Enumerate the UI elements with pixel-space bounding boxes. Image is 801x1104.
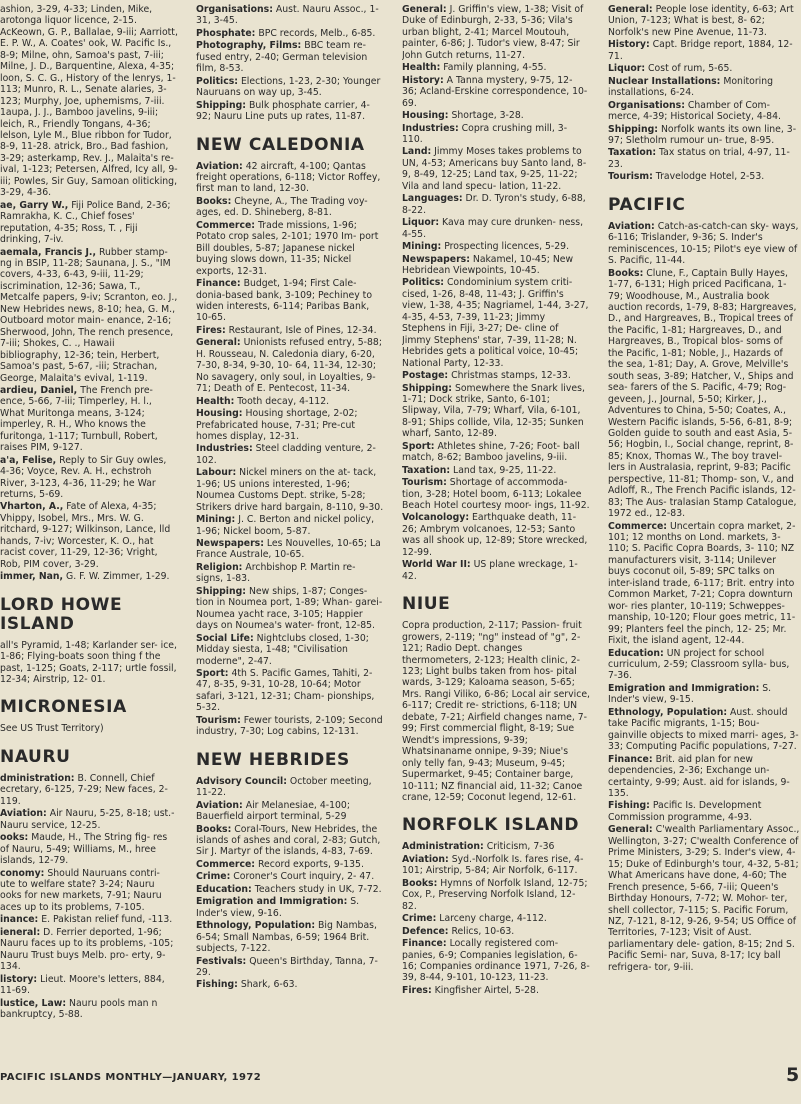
index-entry: [196, 800, 384, 823]
entry-label: Industries:: [196, 443, 253, 455]
index-entry: [608, 171, 800, 182]
entry-label: Finance:: [196, 278, 241, 290]
entry-text: Fiji Police Band, 2-36; Ramrakha, K. C., Chief foses' reputation, 4-35; Ross, T. , Fiji drinking, 7-iv.: [0, 199, 171, 246]
entry-label: Volcanology:: [402, 512, 470, 524]
entry-label: Commerce:: [196, 858, 256, 870]
entry-label: Aviation:: [402, 853, 449, 865]
entry-text: Rubber stamp- ng in BSIP, 11-28; Saunana, J. S., "IM covers, 4-33, 6-43, 9-iii, 11-29; iscrimination, 12-36; Sawa, T., Metcalfe papers, 9-iv; Scranton, eo. J., New Hebrides news, 8-10; hea, G. M., Outboard motor main- enance, 2-16; Sherwood, John, The rench presence, 7-iii; Shokes, C. ., Hawaii bibliography, 12-36; tein, Herbert, Samoa's past, 5-67, -iii; Strachan, George, Malaita's evival, 1-119.: [0, 246, 178, 384]
index-entry: [196, 100, 384, 123]
entry-text: D. Ferrier deported, 1-96; Nauru faces up to its problems, -105; Nauru Trust buys Melb. pro- erty, 9-134.: [0, 926, 174, 973]
entry-label: Politics:: [196, 75, 238, 87]
entry-label: General:: [608, 4, 653, 15]
entry-text: The French pre- ence, 5-66, 7-iii; Timperley, H. l., What Muritonga means, 3-124; imperley, R. H., Who knows the furitonga, 1-117; Turnbull, Robert, raises PIM, 9-127.: [0, 384, 158, 454]
entry-text: Air Melanesiae, 4-100; Bauerfield airport terminal, 5-29: [196, 799, 350, 823]
entry-text: Nickel miners on the at- tack, 1-96; US unions interested, 1-96; Noumea Customs Dept. strike, 5-28; Strikers drive hard bargain, 8-110, 9-30.: [196, 467, 384, 513]
index-entry: [196, 337, 384, 394]
entry-text: BPC records, Melb., 6-85.: [258, 27, 376, 39]
entry-text: Kava may cure drunken- ness, 4-55.: [402, 217, 584, 240]
index-entry: [402, 559, 590, 582]
entry-label: Finance:: [608, 753, 653, 765]
index-entry: [196, 871, 384, 882]
entry-text: Steel cladding venture, 2-102.: [196, 443, 376, 466]
index-entry: [608, 521, 800, 647]
entry-label: Phosphate:: [196, 27, 256, 39]
entry-label: Fires:: [196, 324, 226, 336]
index-entry: [196, 40, 384, 74]
index-entry: [608, 124, 800, 147]
index-entry: [608, 100, 800, 123]
index-column-2: [196, 4, 384, 1054]
entry-label: ieneral:: [0, 926, 41, 938]
entry-label: General:: [402, 4, 447, 15]
entry-text: ashion, 3-29, 4-33; Linden, Mike, arotonga liquor licence, 2-15. AcKeown, G. P., Ballalae, 9-iii; Aarriott, E. P. W., A. Coates' ook, W. Pacific Is., 8-9; Milne, ohn, Samoa's past, 7-iii; Milne, J. D., Barquentine, Alexa, 4-35; loon, S. C. G., History of the lenrys, 1-113; Munro, R. L., Senate alaries, 3-123; Murphy, Joe, uphemisms, 7-iii. 1aupa, J. J., Bamboo javelins, 9-iii; leich, R., Friendly Tongans, 4-36; lelson, Lyle M., Blue ribbon for Tudor, 8-9, 11-28. atrick, Bro., Bad fashion, 3-29; asterkamp, Rev. J., Malaita's re- ival, 1-123; Petersen, Alfred, Icy all, 9-iii; Powles, Sir Guy, Samoan oliticking, 3-29, 4-36.: [0, 4, 178, 199]
entry-text: G. F. W. Zimmer, 1-29.: [66, 571, 170, 583]
entry-text: Copra production, 2-117; Passion- fruit growers, 2-119; "ng" instead of "g", 2-121; Radio Dept. changes thermometers, 2-123; Health clinic, 2-123; Light bulbs taken from hos- pital wards, 3-129; Kaloama season, 5-65; Mrs. Rangi Viliko, 6-86; Local air service, 6-117; Credit re- strictions, 6-118; UN debate, 7-21; Airfield changes name, 7-99; First commercial flight, 8-19; Sue Wendt's impressions, 9-39; Whatsinaname onnipe, 9-39; Niue's only telly fan, 9-43; Museum, 9-45; Supermarket, 9-45; Container barge, 10-111; NZ financial aid, 11-32; Canoe crane, 12-59; Coconut legend, 12-61.: [402, 620, 590, 803]
entry-label: ardieu, Daniel,: [0, 384, 78, 396]
entry-text: Cost of rum, 5-65.: [648, 63, 733, 75]
index-entry: [196, 956, 384, 979]
index-entry: [402, 985, 590, 996]
index-entry: [0, 200, 178, 246]
entry-label: Crime:: [402, 913, 437, 925]
entry-text: Fewer tourists, 2-109; Second industry, 7-30; Log cabins, 12-131.: [196, 714, 383, 738]
index-entry: [608, 4, 800, 38]
entry-label: immer, Nan,: [0, 571, 64, 583]
entry-label: Books:: [608, 267, 644, 279]
index-entry: [402, 477, 590, 511]
entry-text: Earthquake death, 11- 26; Ambrym volcanoes, 12-53; Santo was all shook up, 12-89; Store wrecked, 12-99.: [402, 512, 588, 558]
entry-text: Reply to Sir Guy owles, 4-36; Voyce, Rev. A. H., echstroh River, 3-123, 4-36, 11-29; he War returns, 5-69.: [0, 454, 167, 501]
section-heading: NIUE: [402, 594, 451, 615]
entry-label: ooks:: [0, 832, 29, 844]
entry-text: 4th S. Pacific Games, Tahiti, 2-47, 8-35, 9-31, 10-28, 10-64; Motor safari, 3-121, 12-31; Cham- pionships, 5-32.: [196, 668, 375, 714]
entry-text: Coroner's Court inquiry, 2- 47.: [233, 871, 375, 883]
entry-text: Uncertain copra market, 2-101; 12 months on Lond. markets, 3-110; S. Pacific Copra Boards, 3- 110; NZ manufacturers visit, 3-114; Unilever buys coconut oil, 5-89; SPC talks on inter-island trade, 6-117; Brit. entry into Common Market, 7-21; Copra downturn wor- ries planter, 10-119; Schweppes- manship, 10-120; Flour goes metric, 11-99; Planters feel the pinch, 12- 25; Mr. Fixit, the island agent, 12-44.: [608, 520, 796, 647]
index-entry: [402, 110, 590, 121]
entry-label: General:: [196, 337, 241, 349]
index-entry: [402, 254, 590, 277]
entry-text: BBC team re- fused entry, 2-40; German television film, 8-53.: [196, 40, 368, 75]
index-entry: [196, 979, 384, 990]
entry-text: Bulk phosphate carrier, 4-92; Nauru Line puts up rates, 11-87.: [196, 99, 370, 123]
entry-label: Mining:: [402, 241, 442, 253]
entry-text: Fate of Alexa, 4-35; Vhippy, Isobel, Mrs., Mrs. W. G. ritchard, 9-127; Wilkinson, Lance, lld hands, 7-iv; Worcester, K. O., hat racist cover, 11-29, 12-36; Vright, Rob, PIM cover, 3-29.: [0, 501, 171, 570]
entry-label: Nuclear Installations:: [608, 75, 721, 87]
entry-text: Syd.-Norfolk Is. fares rise, 4-101; Airstrip, 5-84; Air Norfolk, 6-117.: [402, 853, 584, 877]
entry-label: Aviation:: [196, 160, 243, 172]
entry-text: S. Inder's view, 9-15.: [608, 682, 772, 706]
index-entry: [402, 913, 590, 924]
index-entry: [608, 39, 800, 62]
index-entry: [0, 927, 178, 973]
entry-text: Teachers study in UK, 7-72.: [254, 883, 382, 895]
entry-text: S. Inder's view, 9-16.: [196, 896, 360, 919]
entry-text: Athletes shine, 7-26; Foot- ball match, 8-62; Bamboo javelins, 9-iii.: [402, 440, 580, 464]
index-entry: [402, 241, 590, 252]
entry-text: New ships, 1-87; Conges- tion in Noumea port, 1-89; Whan- garei-Noumea yacht race, 3-105; Happier days on Noumea's water- front, 12-85.: [196, 585, 383, 632]
entry-label: Tourism:: [608, 171, 653, 183]
entry-label: dministration:: [0, 772, 75, 784]
index-entry: [402, 277, 590, 369]
index-entry: [0, 4, 178, 199]
entry-text: Record exports, 9-135.: [257, 858, 364, 870]
entry-text: Condominium system criti- cised, 1-26, 8-48, 11-43; J. Griffin's view, 1-38, 4-35; Nagriamel, 1-44, 3-27, 4-35, 4-53, 7-39, 11-23; Jimmy Stephens in Fiji, 3-27; De- cline of Jimmy Stephens' star, 7-39, 11-28; N. Hebrides gets a political voice, 10-45; National Party, 12-33.: [402, 277, 589, 369]
entry-label: Defence:: [402, 925, 449, 937]
entry-label: Education:: [196, 883, 252, 895]
entry-label: Health:: [196, 395, 235, 407]
entry-text: Nakamel, 10-45; New Hebridean Viewpoints, 10-45.: [402, 253, 574, 276]
entry-label: conomy:: [0, 867, 45, 879]
entry-text: J. Griffin's view, 1-38; Visit of Duke of Edinburgh, 2-33, 5-36; Vila's urban blight, 2-41; Marcel Moutouh, painter, 6-86; J. Tudor's view, 8-47; Sir John Gutch returns, 11-27.: [402, 4, 584, 61]
index-entry: [196, 28, 384, 39]
entry-label: Organisations:: [196, 4, 273, 15]
entry-text: Tax status on trial, 4-97, 11-23.: [608, 147, 790, 170]
entry-label: Religion:: [196, 561, 243, 573]
entry-text: Larceny charge, 4-112.: [439, 913, 547, 925]
entry-label: Politics:: [402, 277, 444, 289]
entry-label: Shipping:: [402, 382, 452, 394]
entry-label: World War II:: [402, 559, 471, 571]
entry-label: lustice, Law:: [0, 997, 67, 1009]
entry-label: Sport:: [196, 668, 229, 680]
entry-label: Health:: [402, 62, 441, 74]
entry-label: a'a, Felise,: [0, 454, 57, 466]
entry-text: Locally registered com- panies, 6-9; Companies legislation, 6-16; Companies ordinance 1971, 7-26, 8-39, 8-44, 9-101, 10-123, 11-23.: [402, 938, 590, 984]
index-entry: [402, 75, 590, 109]
entry-label: Administration:: [402, 841, 484, 853]
index-entry: [0, 723, 178, 734]
index-entry: [608, 824, 800, 973]
index-entry: [402, 62, 590, 73]
entry-label: Ethnology, Population:: [608, 706, 728, 718]
index-entry: [196, 325, 384, 336]
index-entry: [608, 63, 800, 74]
entry-text: Jimmy Moses takes problems to UN, 4-53; Americans buy Santo land, 8-9, 8-49, 12-25; Land tax, 9-25, 11-22; Vila and land specu- lation, 11-22.: [402, 146, 587, 192]
entry-text: October meeting, 11-22.: [196, 775, 372, 799]
entry-text: Dr. D. Tyron's study, 6-88, 8-22.: [402, 193, 586, 216]
index-entry: [402, 926, 590, 937]
entry-text: Unionists refused entry, 5-88; H. Rousseau, N. Caledonia diary, 6-20, 7-30, 8-34, 9-30, 10- 64, 11-34, 12-30; No savagery, only soul, in Loyalties, 9-71; Death of E. Pentecost, 11-34.: [196, 337, 382, 395]
index-entry: [196, 161, 384, 195]
section-heading: LORD HOWE ISLAND: [0, 594, 123, 634]
entry-label: Vharton, A.,: [0, 501, 64, 513]
entry-label: Shipping:: [196, 99, 246, 111]
entry-label: Shipping:: [608, 123, 658, 135]
entry-label: Newspapers:: [196, 538, 264, 550]
entry-label: aemala, Francis J.,: [0, 246, 96, 258]
entry-text: Tooth decay, 4-112.: [237, 395, 330, 407]
entry-label: Aviation:: [0, 808, 47, 820]
entry-label: Advisory Council:: [196, 775, 287, 787]
index-entry: [196, 824, 384, 858]
entry-text: Family planning, 4-55.: [443, 62, 547, 74]
entry-text: Shortage of accommoda- tion, 3-28; Hotel boom, 6-113; Lokalee Beach Hotel courtesy moor- ings, 11-92.: [402, 477, 590, 512]
index-column-3: [402, 4, 590, 1054]
index-entry: [196, 884, 384, 895]
index-entry: [608, 147, 800, 170]
entry-text: Catch-as-catch-can sky- ways, 6-116; Trislander, 9-36; S. Inder's reminiscences, 10-15; Pilot's eye view of S. Pacific, 11-44.: [608, 220, 799, 267]
entry-text: People lose identity, 6-63; Art Union, 7-123; What is best, 8- 62; Norfolk's new Pine Avenue, 11-73.: [608, 4, 794, 38]
entry-label: Shipping:: [196, 585, 246, 597]
entry-label: Emigration and Immigration:: [196, 896, 348, 908]
index-entry: [196, 633, 384, 667]
index-entry: [196, 562, 384, 585]
index-entry: [0, 385, 178, 454]
entry-label: Tourism:: [402, 477, 447, 489]
entry-text: A Tanna mystery, 9-75, 12- 36; Acland-Erskine correspondence, 10-69.: [402, 74, 588, 109]
entry-text: Trade missions, 1-96; Potato crop sales, 2-101; 1970 Im- port Bill doubles, 5-87; Japanese nickel buying slows down, 11-35; Nickel exports, 12-31.: [196, 219, 379, 277]
index-entry: [608, 800, 800, 823]
entry-text: Air Nauru, 5-25, 8-18; ust.-Nauru service, 12-25.: [0, 808, 175, 831]
index-entry: [608, 707, 800, 753]
entry-label: Postage:: [402, 370, 449, 382]
index-entry: [608, 683, 800, 706]
page-number: 5: [786, 1064, 800, 1086]
entry-text: J. C. Berton and nickel policy, 1-96; Nickel boom, 5-87.: [196, 514, 375, 537]
entry-label: listory:: [0, 973, 38, 985]
index-entry: [402, 146, 590, 192]
entry-label: Books:: [196, 823, 232, 835]
entry-label: Newspapers:: [402, 253, 470, 265]
index-entry: [0, 974, 178, 997]
index-entry: [402, 938, 590, 984]
entry-text: US plane wreckage, 1-42.: [402, 559, 578, 582]
index-entry: [196, 220, 384, 277]
index-entry: [196, 4, 384, 27]
section-heading: MICRONESIA: [0, 697, 127, 718]
index-entry: [402, 217, 590, 240]
entry-text: Housing shortage, 2-02; Prefabricated house, 7-31; Pre-cut homes display, 12-31.: [196, 408, 358, 442]
index-entry: [402, 620, 590, 803]
index-entry: [402, 441, 590, 464]
section-heading: NORFOLK ISLAND: [402, 815, 580, 836]
index-entry: [402, 193, 590, 216]
entry-text: Somewhere the Snark lives, 1-71; Dock strike, Santo, 6-101; Slipway, Vila, 7-79; Wharf, Vila, 6-101, 8-91; Ships collide, Vila, 12-35; Sunken wharf, Santo, 12-89.: [402, 382, 585, 440]
index-entry: [196, 443, 384, 466]
index-entry: [0, 808, 178, 831]
entry-text: C'wealth Parliamentary Assoc., Wellington, 3-27; C'wealth Conference of Prime Ministers, 3-29; S. Inder's view, 4-15; Duke of Edinburgh's tour, 4-32, 5-81; What Americans have done, 4-60; The French presence, 5-66, 7-iii; Queen's Birthday Honours, 7-72; W. Mohor- ter, shell collector, 7-115; S. Pacific Forum, NZ, 7-121, 8-12, 9-26, 9-54; US Office of Territories, 7-123; Visit of Aust. parliamentary dele- gation, 8-15; 2nd S. Pacific Semi- nar, Suva, 8-17; Icy ball refrigera- tor, 9-iii.: [608, 824, 800, 973]
entry-label: Mining:: [196, 514, 236, 526]
entry-label: Aviation:: [196, 799, 243, 811]
entry-label: Photography, Films:: [196, 40, 302, 52]
index-entry: [402, 370, 590, 381]
index-entry: [608, 648, 800, 682]
entry-label: Organisations:: [608, 99, 685, 111]
entry-label: Land:: [402, 146, 432, 158]
entry-label: Ethnology, Population:: [196, 920, 316, 932]
entry-text: Les Nouvelles, 10-65; La France Australe, 10-65.: [196, 538, 381, 561]
entry-text: Christmas stamps, 12-33.: [451, 370, 571, 382]
index-entry: [196, 896, 384, 919]
index-entry: [0, 832, 178, 866]
index-entry: [402, 123, 590, 146]
entry-label: Labour:: [196, 467, 237, 479]
entry-text: Nauru pools man n bankruptcy, 5-88.: [0, 997, 158, 1020]
index-entry: [196, 278, 384, 324]
entry-text: Aust. should take Pacific migrants, 1-15; Bou- gainville objects to mixed marri- ages, 3-33; Computing Pacific populations, 7-27.: [608, 706, 799, 753]
entry-label: Housing:: [402, 110, 449, 122]
entry-text: Brit. aid plan for new dependencies, 2-36; Exchange un- certainty, 9-99; Aust. aid for islands, 9-135.: [608, 753, 790, 799]
entry-text: Chamber of Com- merce, 4-39; Historical Society, 4-84.: [608, 99, 781, 123]
index-entry: [0, 640, 178, 686]
entry-text: Copra crushing mill, 3- 110.: [402, 122, 568, 145]
entry-label: Liquor:: [402, 217, 440, 229]
index-entry: [402, 512, 590, 558]
running-footer: PACIFIC ISLANDS MONTHLY—JANUARY, 1972: [0, 1072, 262, 1083]
index-entry: [402, 4, 590, 61]
entry-label: Fires:: [402, 984, 432, 996]
entry-text: Queen's Birthday, Tanna, 7-29.: [196, 955, 378, 978]
entry-text: Budget, 1-94; First Cale- donia-based bank, 3-109; Pechiney to widen interests, 6-114; Paribas Bank, 10-65.: [196, 278, 373, 324]
entry-text: Should Nauruans contri- ute to welfare state? 3-24; Nauru ooks for new markets, 7-91; Nauru aces up to its problems, 7-105.: [0, 867, 162, 913]
index-entry: [196, 586, 384, 632]
entry-text: Relics, 10-63.: [451, 925, 515, 937]
entry-text: Maude, H., The String fig- res of Nauru, 5-49; Williams, M., hree islands, 12-79.: [0, 832, 168, 867]
entry-label: History:: [608, 39, 650, 51]
entry-text: Capt. Bridge report, 1884, 12-71.: [608, 39, 793, 62]
entry-text: B. Connell, Chief ecretary, 6-125, 7-29; New faces, 2-119.: [0, 772, 168, 807]
index-entry: [0, 868, 178, 914]
index-entry: [0, 773, 178, 807]
entry-text: Hymns of Norfolk Island, 12-75; Cox, P., Preserving Norfolk Island, 12-82.: [402, 877, 588, 912]
entry-label: Tourism:: [196, 714, 241, 726]
index-entry: [608, 221, 800, 267]
entry-label: Liquor:: [608, 63, 646, 75]
index-entry: [0, 998, 178, 1021]
entry-text: Big Nambas, 6-54; Small Nambas, 6-59; 1964 Brit. subjects, 7-122.: [196, 920, 377, 955]
entry-text: E. Pakistan relief fund, -113.: [41, 914, 173, 926]
index-column-4: [608, 4, 800, 1054]
entry-text: Criticism, 7-36: [486, 841, 555, 853]
index-column-1: [0, 4, 178, 1054]
entry-text: Archbishop P. Martin re- signs, 1-83.: [196, 561, 356, 585]
entry-label: Taxation:: [402, 464, 451, 476]
index-entry: [196, 396, 384, 407]
index-entry: [402, 854, 590, 877]
entry-text: Monitoring installations, 6-24.: [608, 75, 774, 99]
entry-label: Housing:: [196, 408, 243, 420]
entry-label: Social Life:: [196, 632, 254, 644]
entry-text: Nightclubs closed, 1-30; Midday siesta, 1-48; "Civilisation moderne", 2-47.: [196, 632, 369, 667]
section-heading: PACIFIC: [608, 194, 686, 215]
entry-text: Pacific Is. Development Commission programme, 4-93.: [608, 800, 762, 823]
entry-text: Shortage, 3-28.: [451, 110, 524, 122]
entry-text: 42 aircraft, 4-100; Qantas freight operations, 6-118; Victor Roffey, first man to land, 12-30.: [196, 160, 381, 195]
entry-label: Finance:: [402, 938, 447, 950]
entry-text: Kingfisher Airtel, 5-28.: [434, 984, 539, 996]
entry-text: See US Trust Territory): [0, 723, 104, 735]
index-entry: [0, 501, 178, 570]
entry-label: ae, Garry W.,: [0, 199, 69, 211]
entry-label: Languages:: [402, 193, 463, 205]
index-entry: [608, 268, 800, 520]
entry-label: Books:: [402, 877, 438, 889]
entry-text: Lieut. Moore's letters, 884, 11-69.: [0, 973, 165, 997]
index-entry: [608, 754, 800, 800]
entry-label: Fishing:: [608, 800, 650, 812]
entry-label: inance:: [0, 914, 39, 926]
entry-text: Clune, F., Captain Bully Hayes, 1-77, 6-131; High priced Pacificana, 1-79; Woodhouse, M., Australia book auction records, 1-79, 8-83; Hargreaves, D., and Hargreaves, B., Tropical trees of the Pacific, 1-81; Hargreaves, D., and Hargreaves, B., Tropical blos- soms of the Pacific, 1-81; Noble, J., Hazards of the sea, 1-81; Day, A. Grove, Melville's south seas, 3-89; Hatcher, V., Ships and sea- farers of the S. Pacific, 4-79; Rog- geveen, J., Journal, 5-50; Kirker, J., Adventures to China, 5-50; Coates, A., Western Pacific islands, 5-56, 6-81, 8-9; Golden guide to south and east Asia, 5-56; Hogbin, I., Social change, reprint, 8-85; Knox, Thomas W., The boy travel- lers in Australasia, reprint, 9-83; Pacific perspective, 11-81; Thomp- son, V., and Adloff, R., The French Pacific islands, 12-83; The Aus- tralasian Stamp Catalogue, 1972 ed., 12-83.: [608, 267, 797, 520]
index-entry: [402, 465, 590, 476]
entry-label: Books:: [196, 195, 232, 207]
index-entry: [402, 878, 590, 912]
entry-text: UN project for school curriculum, 2-59; Classroom sylla- bus, 7-36.: [608, 647, 790, 682]
index-entry: [0, 914, 178, 925]
entry-text: Land tax, 9-25, 11-22.: [453, 464, 557, 476]
index-entry: [196, 668, 384, 714]
entry-label: Education:: [608, 647, 664, 659]
index-entry: [196, 467, 384, 513]
entry-label: Aviation:: [608, 220, 655, 232]
index-entry: [196, 76, 384, 99]
index-entry: [196, 776, 384, 799]
index-entry: [196, 920, 384, 954]
entry-text: Cheyne, A., The Trading voy- ages, ed. D. Shineberg, 8-81.: [196, 195, 368, 219]
index-entry: [0, 455, 178, 501]
entry-text: Norfolk wants its own line, 3-97; Sletholm rumour un- true, 8-95.: [608, 123, 797, 146]
index-entry: [0, 247, 178, 384]
entry-text: Restaurant, Isle of Pines, 12-34.: [228, 324, 377, 336]
entry-text: all's Pyramid, 1-48; Karlander ser- ice, 1-86; Flying-boats soon thing f the past, 1-125; Goats, 2-117; urtle fossil, 12-34; Airstrip, 12- 01.: [0, 639, 177, 686]
entry-label: Commerce:: [608, 520, 668, 532]
entry-text: Travelodge Hotel, 2-53.: [655, 171, 765, 183]
entry-label: Fishing:: [196, 979, 238, 991]
entry-text: Prospecting licences, 5-29.: [444, 241, 570, 253]
entry-label: Taxation:: [608, 147, 657, 159]
index-entry: [608, 76, 800, 99]
index-entry: [196, 514, 384, 537]
entry-label: Emigration and Immigration:: [608, 682, 760, 694]
index-entry: [402, 383, 590, 440]
entry-label: History:: [402, 74, 444, 86]
entry-label: General:: [608, 824, 653, 836]
section-heading: NEW HEBRIDES: [196, 749, 350, 770]
entry-label: Crime:: [196, 871, 231, 883]
entry-label: Industries:: [402, 122, 459, 134]
entry-text: Aust. Nauru Assoc., 1-31, 3-45.: [196, 4, 379, 27]
entry-text: Elections, 1-23, 2-30; Younger Nauruans on way up, 3-45.: [196, 75, 381, 99]
index-entry: [196, 715, 384, 738]
index-entry: [0, 571, 178, 582]
section-heading: NEW CALEDONIA: [196, 134, 365, 155]
entry-label: Festivals:: [196, 955, 247, 967]
section-heading: NAURU: [0, 746, 71, 767]
index-entry: [196, 859, 384, 870]
index-entry: [196, 196, 384, 219]
entry-label: Sport:: [402, 440, 435, 452]
index-entry: [402, 841, 590, 852]
entry-text: Shark, 6-63.: [240, 979, 298, 991]
index-entry: [196, 538, 384, 561]
entry-label: Commerce:: [196, 219, 256, 231]
index-entry: [196, 408, 384, 442]
entry-text: Coral-Tours, New Hebrides, the islands of ashes and coral, 2-83; Gutch, Sir J. Martyr of the islands, 4-83, 7-69.: [196, 823, 381, 858]
